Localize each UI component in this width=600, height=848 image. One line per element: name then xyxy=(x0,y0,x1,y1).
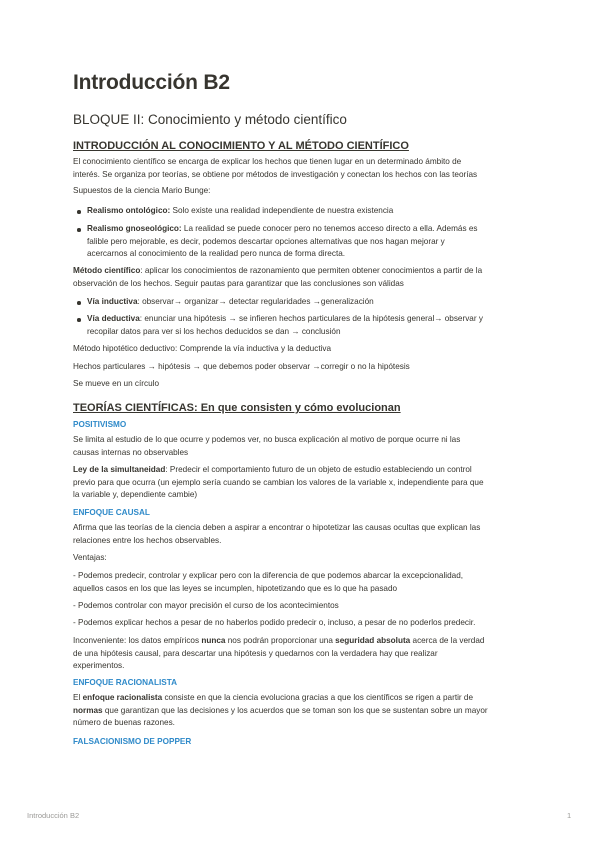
paragraph-ventaja-3: - Podemos explicar hechos a pesar de no haberlos podido predecir o, incluso, a pesar de no poderlos predecir. xyxy=(73,618,476,627)
heading-teorias-cientificas: TEORÍAS CIENTÍFICAS: En que consisten y cómo evolucionan xyxy=(73,402,401,414)
footer-title: Introducción B2 xyxy=(27,811,80,820)
paragraph-circulo: Se mueve en un círculo xyxy=(73,379,160,388)
paragraph-intro: El conocimiento científico se encarga de explicar los hechos que tienen lugar en un determinado ámbito de interés. Se organiza por teorías, se obtiene por métodos de investigación y conectan los hechos con las teorías xyxy=(73,157,478,179)
paragraph-metodo-cientifico: Método científico: aplicar los conocimientos de razonamiento que permiten obtener conocimientos a partir de la observación de los hechos. Seguir pautas para garantizar que las conclusiones son válidas xyxy=(73,266,483,288)
paragraph-enfoque-racionalista: El enfoque racionalista consiste en que la ciencia evoluciona gracias a que los científicos se rigen a partir de normas que garantizan que las decisiones y los acuerdos que se toman son los que se sustentan sobre un mayor número de buenas razones. xyxy=(73,693,488,728)
paragraph-enfoque-causal: Afirma que las teorías de la ciencia deben a aspirar a encontrar o hipotetizar las causas ocultas que explican las relaciones entre los hechos observables. xyxy=(73,523,481,545)
paragraph-ley-simultaneidad: Ley de la simultaneidad: Predecir el comportamiento futuro de un objeto de estudio estableciendo un control previo para que ocurra (un ejemplo sería cuando se cambian los valores de la variable x, independiente para que la variable y, dependiente cambie) xyxy=(73,465,484,500)
page-title: Introducción B2 xyxy=(73,71,230,94)
list-item-via-inductiva: Vía inductiva: observar→ organizar→ detectar regularidades →generalización xyxy=(87,296,528,309)
subheading-enfoque-racionalista: ENFOQUE RACIONALISTA xyxy=(73,678,178,687)
paragraph-hipotetico-deductivo: Método hipotético deductivo: Comprende la vía inductiva y la deductiva xyxy=(73,344,332,353)
list-item-realismo-gnoseologico: Realismo gnoseológico: La realidad se puede conocer pero no tenemos acceso directo a ella. Además es falible pero mejorable, es decir, podemos descartar opciones alternativas que nos hagan mejorar y acercarnos al conocimiento de la realidad pero nunca de forma directa. xyxy=(87,223,528,261)
paragraph-ventaja-2: - Podemos controlar con mayor precisión el curso de los acontecimientos xyxy=(73,601,339,610)
paragraph-hechos-particulares: Hechos particulares → hipótesis → que debemos poder observar →corregir o no la hipótesis xyxy=(73,362,410,371)
list-item-realismo-ontologico: Realismo ontológico: Solo existe una realidad independiente de nuestra existencia xyxy=(87,205,528,218)
footer-page-number: 1 xyxy=(567,811,572,820)
subheading-falsacionismo-popper: FALSACIONISMO DE POPPER xyxy=(73,737,192,746)
paragraph-positivismo: Se limita al estudio de lo que ocurre y podemos ver, no busca explicación al motivo de porque ocurre ni las causas internas no observables xyxy=(73,435,461,457)
paragraph-inconveniente: Inconveniente: los datos empíricos nunca nos podrán proporcionar una seguridad absoluta acerca de la verdad de una hipótesis causal, para descartar una hipótesis y quedarnos con la verdadera hay que realizar experimentos. xyxy=(73,636,485,671)
subheading-enfoque-causal: ENFOQUE CAUSAL xyxy=(73,508,150,517)
heading-introduccion: INTRODUCCIÓN AL CONOCIMIENTO Y AL MÉTODO CIENTÍFICO xyxy=(73,140,409,152)
paragraph-ventaja-1: - Podemos predecir, controlar y explicar pero con la diferencia de que podemos abarcar la excepcionalidad, aquellos casos en los que las leyes se incumplen, hipotetizando que es lo que ha pasado xyxy=(73,571,464,593)
paragraph-ventajas: Ventajas: xyxy=(73,553,107,562)
section-heading-bloque: BLOQUE II: Conocimiento y método científico xyxy=(73,112,347,127)
paragraph-supuestos: Supuestos de la ciencia Mario Bunge: xyxy=(73,186,211,195)
subheading-positivismo: POSITIVISMO xyxy=(73,420,127,429)
list-item-via-deductiva: Vía deductiva: enunciar una hipótesis → se infieren hechos particulares de la hipótesis general→ observar y recopilar datos para ver si los hechos deducidos se dan → conclusión xyxy=(87,313,528,338)
